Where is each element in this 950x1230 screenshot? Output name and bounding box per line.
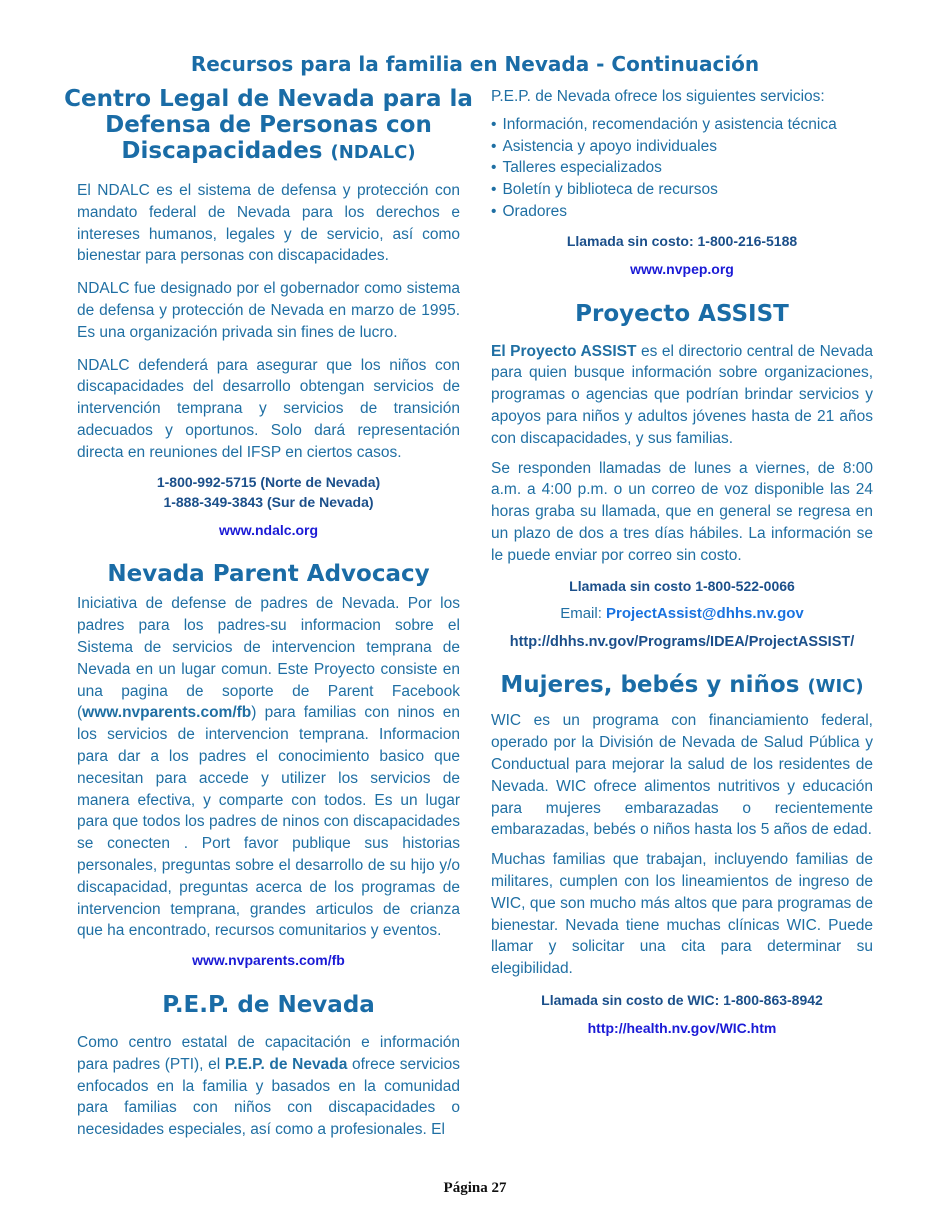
npa-text-before: Iniciativa de defense de padres de Nevada. Por los padres para los padres-su informacion sobre el Sistema de servicios de intervencion temprana de Nevada en un lugar comun. Este Proyecto consiste en una pagina de soporte de Parent Facebook (	[77, 595, 460, 722]
wic-paragraph-2: Muchas familias que trabajan, incluyendo familias de militares, cumplen con los lineamientos de ingreso de WIC, que son mucho más altos que para programas de bienestar. Nevada tiene muchas clínicas WIC. Puede llamar y solicitar una cita para determinar su elegibilidad.	[491, 851, 873, 978]
pep-text-before: Como centro estatal de capacitación e información para padres (PTI), el	[77, 1033, 460, 1073]
wic-paragraph-1: WIC es un programa con financiamiento federal, operado por la División de Nevada de Salud Pública y Conductual para mejorar la salud de los residentes de Nevada. WIC ofrece alimentos nutritivos y educación para mujeres embarazadas o recientemente embarazadas, bebés o niños hasta los 5 años de edad.	[491, 712, 873, 839]
wic-abbr: (WIC)	[807, 676, 864, 698]
npa-website-link[interactable]: www.nvparents.com/fb	[192, 952, 345, 969]
ndalc-abbr: (NDALC)	[330, 142, 416, 163]
ndalc-phone-south[interactable]: 1-888-349-3843 (Sur de Nevada)	[163, 493, 374, 510]
ndalc-phone-north[interactable]: 1-800-992-5715 (Norte de Nevada)	[156, 473, 381, 490]
list-item: • Boletín y biblioteca de recursos	[491, 179, 873, 201]
assist-heading: Proyecto ASSIST	[575, 300, 789, 327]
list-item: • Talleres especializados	[491, 157, 873, 179]
npa-paragraph	[77, 593, 460, 942]
left-column	[64, 86, 473, 1141]
list-item: • Información, recomendación y asistencia técnica	[491, 114, 873, 136]
pep-text-after: ofrece servicios enfocados en la familia y basados en la comunidad para familias con niños con discapacidades o necesidades especiales, así como a profesionales. El	[77, 1055, 461, 1139]
assist-website-link[interactable]: http://dhhs.nv.gov/Programs/IDEA/ProjectASSIST/	[509, 634, 855, 651]
pep-services-section	[491, 86, 873, 281]
list-item: • Oradores	[491, 201, 873, 223]
npa-text-after: ) para familias con ninos en los servicios de intervencion temprana. Informacion para dar a los padres el conocimiento basico que necesitan para accede y utilizer los servicios de manera efectiva, y comparte con todos. Es un lugar para que todos los padres de ninos con discapacidades se conecten . Port favor publique sus historias personales, preguntas sobre el desarrollo de su hijo y/o discapacidad, preguntas acerca de los programas de intervencion temprana, grandes articulos de crianza que ha encontrado, recursos comunitarios y eventos.	[77, 704, 460, 940]
assist-email-line	[491, 603, 873, 625]
assist-paragraph-2: Se responden llamadas de lunes a viernes, de 8:00 a.m. a 4:00 p.m. o un correo de voz disponible las 24 horas graba su llamada, que en general se regresa en un plazo de dos a tres días hábiles. La información se le puede enviar por correo sin costo.	[491, 459, 873, 564]
assist-email-link[interactable]: ProjectAssist@dhhs.nv.gov	[606, 604, 804, 622]
ndalc-paragraph-3: NDALC defenderá para asegurar que los niños con discapacidades del desarrollo obtengan servicios de intervención temprana y servicios de transición adecuados y oportunos. Solo dará representación directa en reuniones del IFSP en ciertos casos.	[77, 356, 460, 461]
pep-services-list	[491, 114, 873, 223]
npa-inline-link[interactable]: www.nvparents.com/fb	[82, 704, 252, 722]
ndalc-paragraph-1: El NDALC es el sistema de defensa y protección con mandato federal de Nevada para los derechos e intereses humanos, legales y de servicio, así como bienestar para personas con discapacidades.	[77, 182, 460, 265]
ndalc-heading	[57, 86, 480, 166]
page-number: Página 27	[443, 1180, 507, 1196]
ndalc-paragraph-2: NDALC fue designado por el gobernador como sistema de defensa y protección de Nevada en marzo de 1995. Es una organización privada sin fines de lucro.	[77, 280, 460, 341]
assist-bold-name: El Proyecto ASSIST	[491, 342, 637, 360]
assist-phone[interactable]: Llamada sin costo 1-800-522-0066	[569, 577, 795, 594]
right-column	[491, 86, 873, 1040]
wic-section	[491, 672, 873, 1039]
pep-heading: P.E.P. de Nevada	[162, 991, 375, 1018]
wic-phone[interactable]: Llamada sin costo de WIC: 1-800-863-8942	[541, 991, 823, 1008]
pep-bold-name: P.E.P. de Nevada	[224, 1055, 348, 1073]
list-item: • Asistencia y apoyo individuales	[491, 136, 873, 158]
ndalc-title: Centro Legal de Nevada para la Defensa de Personas con Discapacidades	[64, 86, 473, 164]
wic-title: Mujeres, bebés y niños	[500, 672, 800, 699]
pep-website-link[interactable]: www.nvpep.org	[630, 260, 734, 277]
assist-text-rest: es el directorio central de Nevada para quien busque información sobre organizaciones, programas o agencias que podrían brindar servicios y apoyos para niños y adultos jóvenes hasta de 21 años con discapacidades, y sus familias.	[491, 342, 873, 447]
wic-website-link[interactable]: http://health.nv.gov/WIC.htm	[587, 1019, 777, 1036]
npa-heading: Nevada Parent Advocacy	[107, 561, 430, 588]
page-header-title: Recursos para la familia en Nevada - Continuación	[190, 52, 760, 76]
assist-email-label: Email:	[560, 604, 607, 622]
pep-section	[77, 992, 460, 1141]
ndalc-website-link[interactable]: www.ndalc.org	[218, 521, 319, 538]
pep-phone[interactable]: Llamada sin costo: 1-800-216-5188	[566, 232, 798, 249]
wic-heading	[491, 672, 873, 700]
assist-section	[491, 301, 873, 653]
ndalc-section	[64, 86, 473, 541]
assist-paragraph-1	[491, 341, 873, 450]
pep-paragraph	[77, 1032, 460, 1141]
npa-section	[77, 561, 460, 972]
pep-services-intro: P.E.P. de Nevada ofrece los siguientes servicios:	[491, 88, 825, 105]
